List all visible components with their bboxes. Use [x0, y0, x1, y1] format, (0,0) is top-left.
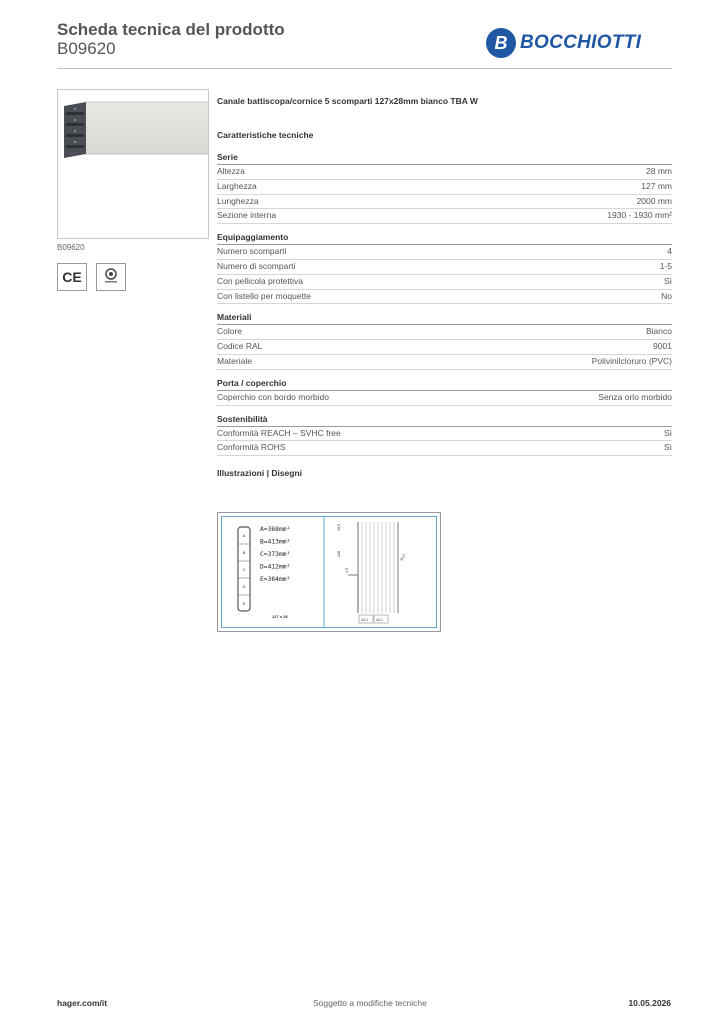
dimension-label: 4,5	[345, 568, 349, 573]
spec-label: Con listello per moquette	[217, 290, 312, 301]
spec-groups	[217, 152, 672, 456]
image-caption: B09620	[57, 243, 85, 252]
spec-row	[217, 340, 672, 355]
rohs-mark-icon	[96, 263, 126, 291]
dimension-label: 128	[337, 551, 341, 557]
spec-value: 1930 - 1930 mm²	[607, 210, 672, 221]
size-label: 127 x 28	[272, 614, 288, 619]
section-letter: E	[242, 601, 246, 606]
section-letter: B	[242, 550, 246, 555]
spec-row	[217, 427, 672, 442]
footer-note: Soggetto a modifiche tecniche	[313, 998, 427, 1008]
illustrations-title: Illustrazioni | Disegni	[217, 468, 303, 479]
spec-value: Sì	[663, 275, 672, 286]
spec-value: 2000 mm	[636, 195, 672, 206]
spec-label: Altezza	[217, 166, 245, 176]
brand-logo	[486, 28, 641, 58]
spec-label: Materiale	[217, 355, 252, 366]
brand-mark-icon: B	[486, 28, 516, 58]
spec-row	[217, 209, 672, 224]
dimension-label: 43,1	[376, 618, 383, 622]
area-label: B=413mm²	[260, 538, 291, 546]
spec-group	[217, 312, 672, 369]
spec-value: 9001	[653, 341, 672, 352]
spec-value: 127 mm	[641, 180, 672, 191]
spec-label: Conformità ROHS	[217, 442, 286, 453]
spec-row	[217, 325, 672, 340]
section-title: Caratteristiche tecniche	[217, 130, 314, 140]
spec-label: Lunghezza	[217, 195, 259, 206]
spec-group	[217, 414, 672, 457]
product-code: B09620	[57, 39, 116, 58]
spec-row	[217, 275, 672, 290]
spec-value: Sì	[663, 427, 672, 438]
spec-value: No	[661, 290, 672, 301]
area-label: C=373mm²	[260, 551, 291, 558]
footer-date: 10.05.2026	[628, 998, 671, 1008]
dimension-label: 43,1	[361, 618, 368, 622]
spec-row	[217, 165, 672, 180]
spec-row	[217, 355, 672, 370]
spec-value: 28 mm	[646, 166, 672, 176]
spec-label: Con pellicola protettiva	[217, 275, 303, 286]
page-title: Scheda tecnica del prodotto	[57, 20, 285, 39]
section-letter: C	[242, 567, 246, 572]
spec-group	[217, 232, 672, 304]
dimension-label: 49,5	[337, 524, 341, 531]
spec-row	[217, 290, 672, 305]
product-image	[57, 89, 209, 239]
spec-label: Coperchio con bordo morbido	[217, 391, 329, 402]
spec-row	[217, 195, 672, 210]
spec-label: Larghezza	[217, 180, 257, 191]
spec-row	[217, 391, 672, 406]
header-divider	[57, 68, 672, 69]
area-label: E=364mm²	[260, 576, 291, 583]
spec-row	[217, 260, 672, 275]
spec-value: Senza orlo morbido	[598, 391, 672, 402]
drawing-svg	[222, 517, 436, 627]
cable-duct-icon	[58, 90, 208, 238]
spec-value: Polivinilcloruro (PVC)	[591, 355, 672, 366]
footer-website: hager.com/it	[57, 998, 108, 1008]
technical-drawing	[217, 512, 441, 632]
brand-name: BOCCHIOTTI	[520, 32, 642, 53]
spec-value: Sì	[663, 442, 672, 453]
product-description: Canale battiscopa/cornice 5 scomparti 127x28mm bianco TBA W	[217, 96, 478, 106]
group-title: Materiali	[217, 312, 672, 325]
spec-row	[217, 245, 672, 260]
spec-label: Colore	[217, 326, 243, 337]
spec-label: Numero scomparti	[217, 246, 287, 257]
drawing-frame	[221, 516, 437, 628]
area-label: D=412mm²	[260, 563, 291, 571]
spec-label: Codice RAL	[217, 341, 263, 352]
group-title: Porta / coperchio	[217, 378, 672, 391]
spec-label: Conformità REACH – SVHC free	[217, 427, 341, 438]
spec-label: Sezione interna	[217, 210, 277, 221]
group-title: Serie	[217, 152, 672, 165]
spec-row	[217, 441, 672, 456]
group-title: Equipaggiamento	[217, 232, 672, 245]
spec-group	[217, 378, 672, 406]
spec-value: 4	[667, 246, 672, 257]
area-label: A=368mm²	[260, 526, 291, 533]
spec-value: 1-5	[659, 260, 672, 271]
section-letter: A	[242, 533, 246, 538]
ce-mark-icon: CE	[57, 263, 87, 291]
section-letter: D	[242, 584, 246, 589]
spec-content	[217, 96, 672, 478]
spec-row	[217, 180, 672, 195]
spec-group	[217, 152, 672, 224]
spec-label: Numero di scomparti	[217, 260, 296, 271]
group-title: Sostenibilità	[217, 414, 672, 427]
spec-value: Bianco	[646, 326, 672, 337]
dimension-label: 64,5	[399, 553, 407, 562]
